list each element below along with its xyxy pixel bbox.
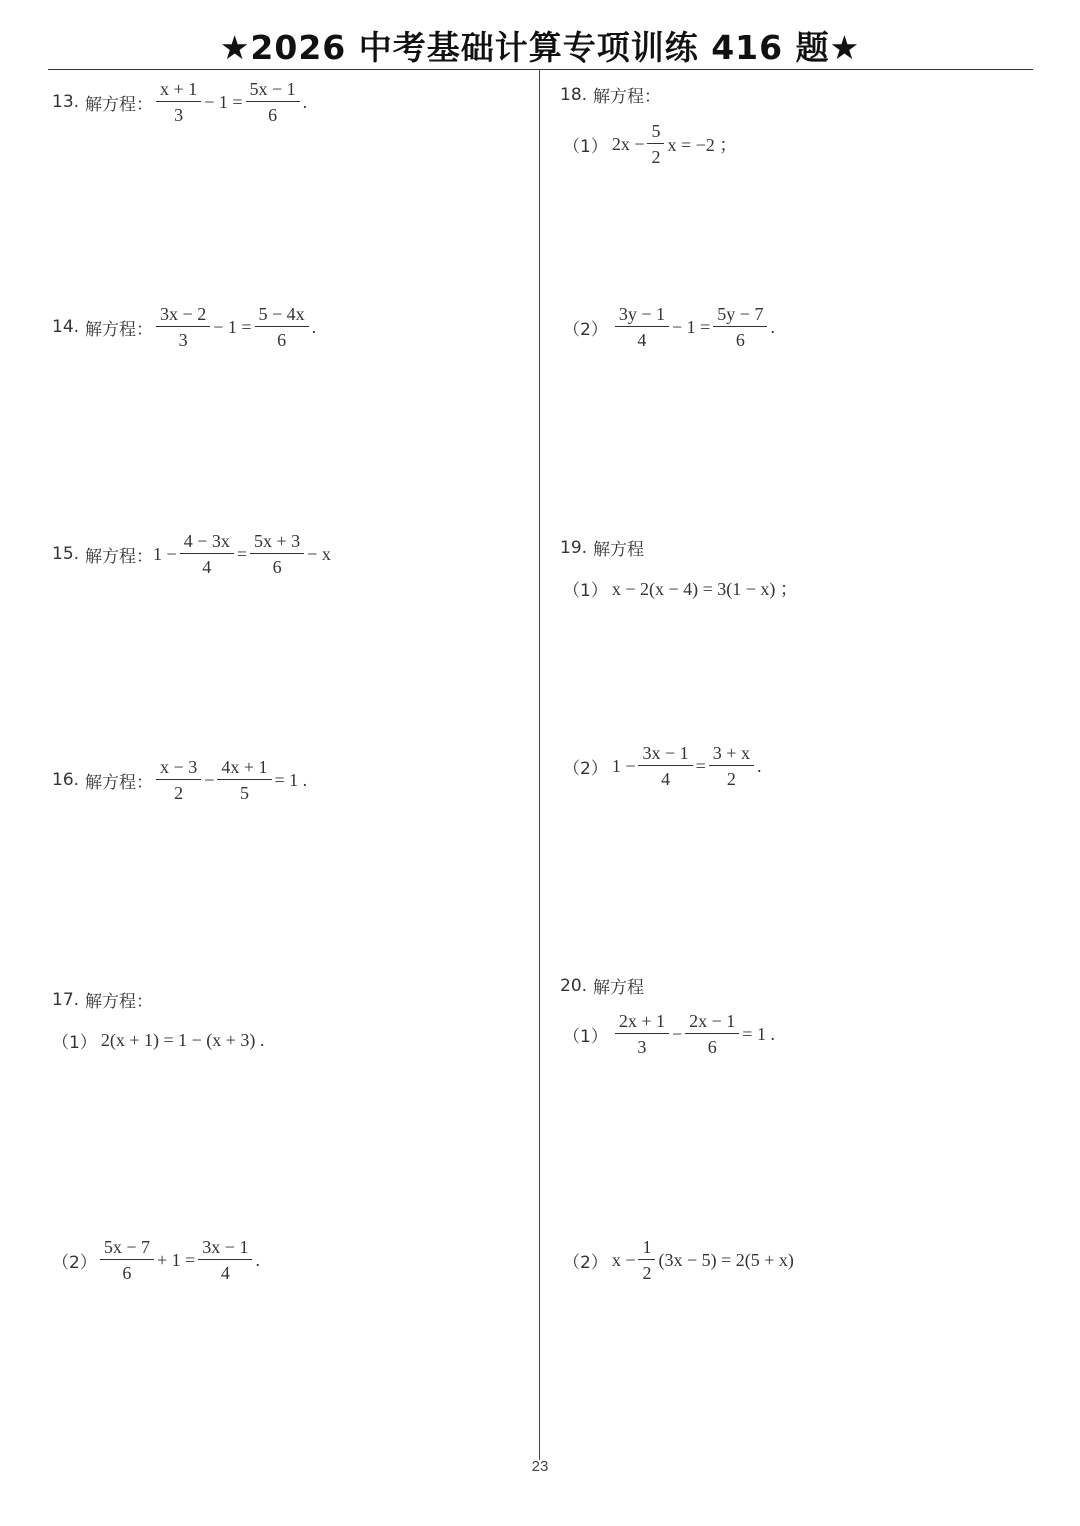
problem-number: 20. (560, 975, 588, 996)
equation-end: . (302, 91, 308, 112)
numerator: 1 (638, 1238, 655, 1260)
fraction (246, 80, 300, 124)
problem-17-part-1 (52, 1028, 264, 1053)
numerator: 3y − 1 (615, 305, 669, 327)
equation (153, 305, 316, 349)
denominator: 6 (268, 105, 278, 125)
part-tag: （2） (563, 319, 608, 340)
problem-instruction: 解方程： (85, 772, 154, 793)
numerator: 5x − 7 (100, 1238, 154, 1260)
fraction (180, 532, 234, 576)
numerator: 3x − 2 (156, 305, 210, 327)
fraction (217, 758, 271, 802)
equation-end: = 1 . (274, 769, 308, 790)
problem-18-part-2 (563, 305, 775, 349)
equation-start: x − (611, 1249, 636, 1270)
equation-end: . (756, 755, 762, 776)
numerator: 4 − 3x (180, 532, 234, 554)
problem-instruction: 解方程 (593, 540, 645, 560)
fraction (638, 1238, 655, 1282)
operator: − 1 = (671, 316, 711, 337)
fraction (647, 122, 664, 166)
equation (153, 758, 307, 802)
problem-18-part-1 (563, 122, 737, 166)
denominator: 2 (174, 783, 184, 803)
page-title: ★2026 中考基础计算专项训练 416 题★ (219, 28, 861, 67)
part-tag: （1） (563, 136, 608, 157)
equation (612, 1012, 775, 1056)
equation-start: 1 − (611, 755, 636, 776)
equation (612, 1238, 794, 1282)
fraction (685, 1012, 739, 1056)
problem-18 (560, 82, 661, 107)
operator: + 1 = (156, 1249, 196, 1270)
part-tag: （1） (563, 1026, 608, 1047)
equation-end: − x (307, 543, 331, 564)
fraction (638, 744, 692, 788)
fraction (156, 758, 201, 802)
problem-instruction: 解方程： (85, 319, 154, 340)
problem-instruction: 解方程： (85, 94, 154, 115)
operator: − (671, 1023, 683, 1044)
problem-instruction: 解方程： (593, 87, 662, 107)
numerator: 5 (647, 122, 664, 144)
fraction (709, 744, 754, 788)
numerator: 5x − 1 (246, 80, 300, 102)
fraction (713, 305, 767, 349)
header-rule (48, 69, 1033, 70)
denominator: 4 (637, 330, 647, 350)
part-tag: （1） (563, 580, 608, 601)
part-tag: （2） (563, 758, 608, 779)
equation-end: . (255, 1249, 260, 1270)
equation-end: (3x − 5) = 2(5 + x) (658, 1249, 794, 1270)
problem-number: 14. (52, 317, 80, 337)
problem-instruction: 解方程： (85, 546, 154, 567)
numerator: 3 + x (709, 744, 754, 766)
equation-end: . (311, 316, 317, 337)
problem-15 (52, 532, 331, 576)
numerator: 5x + 3 (250, 532, 304, 554)
denominator: 3 (174, 105, 184, 125)
problem-instruction: 解方程： (85, 992, 154, 1012)
equation-start: 1 − (153, 543, 177, 564)
problem-20-part-2 (563, 1238, 794, 1282)
numerator: 5y − 7 (713, 305, 767, 327)
problem-14 (52, 305, 316, 349)
operator: − 1 = (213, 316, 252, 337)
denominator: 6 (277, 330, 287, 350)
equation-end: x = −2 ； (667, 135, 738, 155)
problem-19-part-2 (563, 744, 761, 788)
denominator: 6 (735, 330, 745, 350)
problem-13 (52, 80, 307, 124)
numerator: 2x − 1 (685, 1012, 739, 1034)
fraction (255, 305, 309, 349)
numerator: x + 1 (156, 80, 201, 102)
problem-number: 13. (52, 92, 80, 112)
equation: 2(x + 1) = 1 − (x + 3) . (100, 1030, 265, 1050)
operator: − (204, 769, 215, 790)
problem-number: 17. (52, 989, 80, 1010)
numerator: 2x + 1 (615, 1012, 669, 1034)
denominator: 2 (642, 1263, 652, 1283)
numerator: x − 3 (156, 758, 201, 780)
denominator: 2 (651, 147, 661, 167)
equation (153, 80, 307, 124)
numerator: 3x − 1 (198, 1238, 252, 1260)
operator: − 1 = (204, 91, 243, 112)
denominator: 4 (202, 557, 212, 577)
operator: = (695, 755, 706, 776)
part-tag: （2） (52, 1252, 97, 1273)
problem-19 (560, 535, 644, 560)
page-number: 23 (531, 1458, 549, 1475)
numerator: 3x − 1 (638, 744, 692, 766)
fraction (615, 1012, 669, 1056)
numerator: 5 − 4x (255, 305, 309, 327)
fraction (615, 305, 669, 349)
equation (612, 305, 775, 349)
problem-number: 19. (560, 537, 588, 558)
problem-number: 16. (52, 770, 80, 790)
denominator: 3 (637, 1037, 647, 1057)
denominator: 6 (707, 1037, 717, 1057)
denominator: 3 (178, 330, 188, 350)
equation: x − 2(x − 4) = 3(1 − x) ； (611, 579, 798, 599)
fraction (156, 305, 210, 349)
fraction (100, 1238, 154, 1282)
fraction (198, 1238, 252, 1282)
denominator: 2 (726, 769, 736, 789)
equation-start: 2x − (611, 133, 645, 154)
denominator: 4 (220, 1263, 230, 1283)
part-tag: （2） (563, 1252, 608, 1273)
problem-20 (560, 973, 644, 998)
denominator: 6 (272, 557, 282, 577)
problem-17-part-2 (52, 1238, 260, 1282)
column-divider (539, 70, 540, 1460)
equation-end: . (770, 316, 775, 337)
denominator: 4 (661, 769, 671, 789)
fraction (250, 532, 304, 576)
problem-number: 15. (52, 544, 80, 564)
denominator: 5 (239, 783, 249, 803)
problem-instruction: 解方程 (593, 978, 645, 998)
problem-20-part-1 (563, 1012, 775, 1056)
problem-16 (52, 758, 307, 802)
operator: = (236, 543, 248, 564)
problem-17 (52, 987, 153, 1012)
equation (97, 1238, 260, 1282)
denominator: 6 (122, 1263, 132, 1283)
problem-19-part-1 (563, 575, 798, 601)
part-tag: （1） (52, 1033, 97, 1053)
equation (153, 532, 331, 576)
equation (612, 122, 737, 166)
problem-number: 18. (560, 84, 588, 105)
numerator: 4x + 1 (217, 758, 271, 780)
equation (612, 744, 762, 788)
fraction (156, 80, 201, 124)
equation-end: = 1 . (742, 1023, 775, 1044)
